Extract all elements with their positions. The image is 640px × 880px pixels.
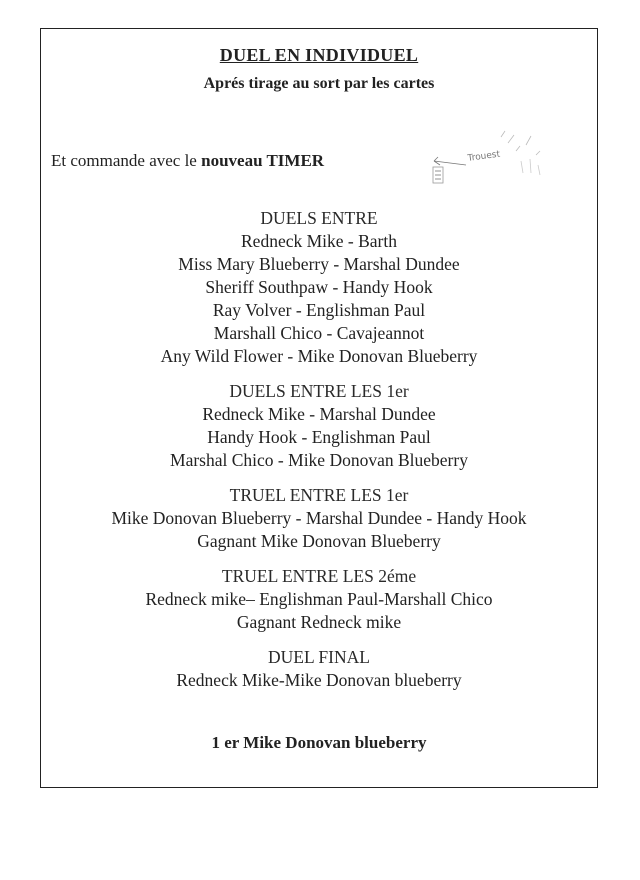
round-title: DUELS ENTRE bbox=[260, 208, 378, 228]
round-block bbox=[41, 646, 597, 692]
round-block bbox=[41, 207, 597, 368]
matchup-line: Ray Volver - Englishman Paul bbox=[212, 300, 426, 320]
round-title: DUELS ENTRE LES 1er bbox=[229, 381, 409, 401]
timer-stamp-icon bbox=[426, 125, 556, 215]
document-title: DUEL EN INDIVIDUEL bbox=[219, 45, 419, 65]
round-title: TRUEL ENTRE LES 1er bbox=[229, 485, 409, 505]
round-title: TRUEL ENTRE LES 2éme bbox=[221, 566, 417, 586]
matchup-line: Miss Mary Blueberry - Marshal Dundee bbox=[178, 254, 460, 274]
stamp-text: Trouest bbox=[467, 149, 501, 164]
round-block bbox=[41, 484, 597, 553]
final-winner: 1 er Mike Donovan blueberry bbox=[211, 733, 427, 752]
matchup-line: Sheriff Southpaw - Handy Hook bbox=[205, 277, 433, 297]
matchup-line: Marshal Chico - Mike Donovan Blueberry bbox=[170, 450, 468, 470]
rounds-list bbox=[41, 207, 597, 704]
matchup-line: Gagnant Mike Donovan Blueberry bbox=[197, 531, 441, 551]
document-subtitle: Aprés tirage au sort par les cartes bbox=[203, 75, 435, 92]
matchup-line: Any Wild Flower - Mike Donovan Blueberry bbox=[160, 346, 478, 366]
matchup-line: Handy Hook - Englishman Paul bbox=[207, 427, 431, 447]
round-block bbox=[41, 380, 597, 472]
matchup-line: Mike Donovan Blueberry - Marshal Dundee - Handy Hook bbox=[111, 508, 527, 528]
matchup-line: Redneck Mike - Marshal Dundee bbox=[202, 404, 436, 424]
matchup-line: Redneck Mike-Mike Donovan blueberry bbox=[176, 670, 462, 690]
round-block bbox=[41, 565, 597, 634]
document-frame bbox=[40, 28, 598, 788]
command-prefix: Et commande avec le bbox=[51, 151, 202, 170]
command-line bbox=[51, 151, 324, 171]
command-bold: nouveau TIMER bbox=[201, 151, 325, 170]
matchup-line: Redneck mike– Englishman Paul-Marshall Chico bbox=[145, 589, 493, 609]
matchup-line: Redneck Mike - Barth bbox=[241, 231, 397, 251]
round-title: DUEL FINAL bbox=[268, 647, 370, 667]
matchup-line: Marshall Chico - Cavajeannot bbox=[213, 323, 425, 343]
matchup-line: Gagnant Redneck mike bbox=[236, 612, 402, 632]
